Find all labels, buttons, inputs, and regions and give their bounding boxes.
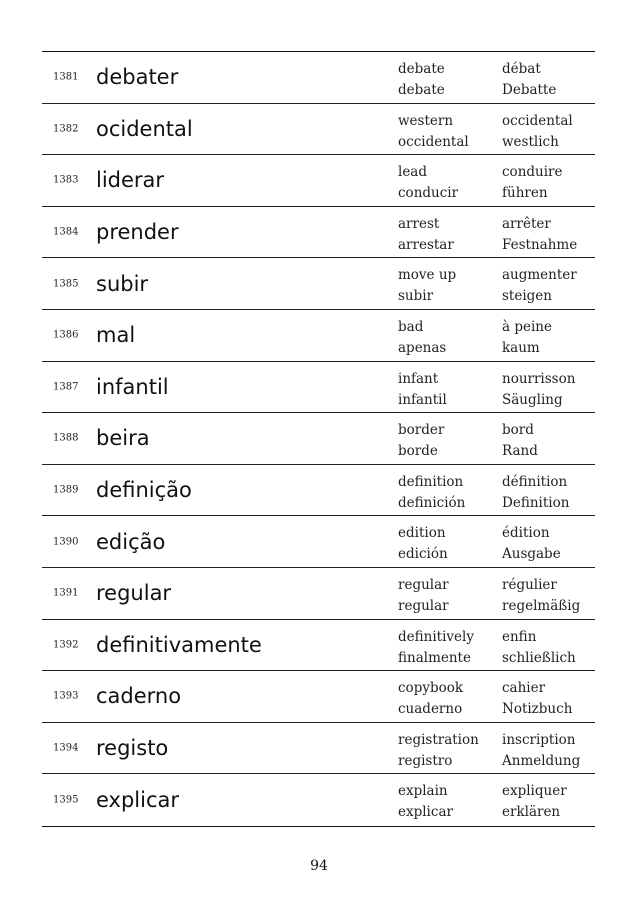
- german-translation: schließlich: [502, 649, 576, 666]
- translations-fr-de: [502, 420, 538, 462]
- spanish-translation: finalmente: [398, 649, 471, 666]
- spanish-translation: subir: [398, 288, 434, 305]
- translations-fr-de: [502, 678, 572, 720]
- page-number: 94: [310, 858, 328, 874]
- translations-fr-de: [502, 214, 577, 256]
- french-translation: cahier: [502, 680, 546, 697]
- translations-en-es: [398, 59, 445, 101]
- german-translation: regelmäßig: [502, 597, 581, 614]
- french-translation: définition: [502, 473, 568, 490]
- french-translation: augmenter: [502, 267, 577, 284]
- portuguese-word: debater: [96, 65, 179, 90]
- french-translation: enfin: [502, 628, 537, 645]
- english-translation: lead: [398, 164, 427, 181]
- english-translation: registration: [398, 731, 479, 748]
- spanish-translation: arrestar: [398, 236, 454, 253]
- german-translation: Festnahme: [502, 236, 578, 253]
- french-translation: bord: [502, 422, 534, 439]
- english-translation: explain: [398, 783, 448, 800]
- spanish-translation: cuaderno: [398, 701, 463, 718]
- entry-number: 1395: [53, 794, 79, 806]
- english-translation: move up: [398, 267, 457, 284]
- translations-fr-de: [502, 472, 569, 514]
- french-translation: occidental: [502, 112, 573, 129]
- table-row: [42, 774, 595, 826]
- entry-number: 1394: [53, 742, 79, 754]
- spanish-translation: debate: [398, 82, 445, 98]
- entry-number: 1382: [53, 123, 79, 135]
- entry-number: 1393: [53, 690, 79, 702]
- french-translation: nourrisson: [502, 370, 576, 387]
- translations-en-es: [398, 627, 474, 669]
- portuguese-word: definitivamente: [96, 632, 262, 657]
- portuguese-word: prender: [96, 220, 179, 245]
- german-translation: steigen: [502, 288, 552, 305]
- translations-en-es: [398, 472, 465, 514]
- french-translation: inscription: [502, 731, 576, 748]
- german-translation: erklären: [502, 804, 561, 821]
- table-row: [42, 620, 595, 672]
- german-translation: Definition: [502, 494, 570, 511]
- vocabulary-table: [42, 51, 595, 827]
- portuguese-word: explicar: [96, 788, 180, 813]
- translations-en-es: [398, 678, 463, 720]
- english-translation: infant: [398, 370, 439, 387]
- table-row: [42, 104, 595, 156]
- french-translation: conduire: [502, 164, 563, 181]
- spanish-translation: definición: [398, 494, 466, 511]
- german-translation: Rand: [502, 443, 538, 460]
- french-translation: débat: [502, 61, 541, 77]
- portuguese-word: mal: [96, 323, 136, 348]
- table-row: [42, 723, 595, 775]
- portuguese-word: liderar: [96, 168, 165, 193]
- table-row: [42, 671, 595, 723]
- english-translation: debate: [398, 61, 445, 77]
- german-translation: Debatte: [502, 82, 557, 98]
- entry-number: 1389: [53, 484, 79, 496]
- translations-en-es: [398, 162, 458, 204]
- french-translation: à peine: [502, 318, 552, 335]
- translations-en-es: [398, 575, 449, 617]
- spanish-translation: explicar: [398, 804, 453, 821]
- german-translation: Ausgabe: [502, 546, 561, 563]
- table-row: [42, 155, 595, 207]
- entry-number: 1391: [53, 587, 79, 599]
- translations-en-es: [398, 214, 454, 256]
- french-translation: expliquer: [502, 783, 567, 800]
- table-row: [42, 568, 595, 620]
- translations-en-es: [398, 420, 444, 462]
- translations-fr-de: [502, 575, 580, 617]
- translations-en-es: [398, 111, 469, 153]
- table-row: [42, 413, 595, 465]
- portuguese-word: ocidental: [96, 116, 193, 141]
- table-row: [42, 516, 595, 568]
- german-translation: führen: [502, 185, 548, 202]
- spanish-translation: edición: [398, 546, 448, 563]
- translations-en-es: [398, 523, 448, 565]
- portuguese-word: beira: [96, 426, 150, 451]
- english-translation: edition: [398, 525, 446, 542]
- entry-number: 1383: [53, 174, 79, 186]
- portuguese-word: definição: [96, 478, 192, 503]
- table-row: [42, 258, 595, 310]
- french-translation: arrêter: [502, 215, 551, 232]
- english-translation: arrest: [398, 215, 440, 232]
- portuguese-word: subir: [96, 271, 149, 296]
- spanish-translation: apenas: [398, 339, 447, 356]
- spanish-translation: borde: [398, 443, 438, 460]
- english-translation: regular: [398, 576, 449, 593]
- spanish-translation: registro: [398, 752, 453, 769]
- spanish-translation: regular: [398, 597, 449, 614]
- translations-en-es: [398, 265, 456, 307]
- translations-en-es: [398, 730, 479, 772]
- translations-fr-de: [502, 317, 552, 359]
- translations-en-es: [398, 317, 446, 359]
- spanish-translation: conducir: [398, 185, 459, 202]
- spanish-translation: occidental: [398, 133, 469, 150]
- entry-number: 1390: [53, 536, 79, 548]
- translations-fr-de: [502, 627, 576, 669]
- entry-number: 1388: [53, 432, 79, 444]
- portuguese-word: regular: [96, 581, 172, 606]
- entry-number: 1381: [53, 71, 79, 83]
- entry-number: 1385: [53, 278, 79, 290]
- translations-en-es: [398, 781, 453, 823]
- translations-fr-de: [502, 265, 577, 307]
- english-translation: border: [398, 422, 445, 439]
- table-row: [42, 310, 595, 362]
- spanish-translation: infantil: [398, 391, 447, 408]
- german-translation: Notizbuch: [502, 701, 573, 718]
- translations-fr-de: [502, 781, 567, 823]
- portuguese-word: edição: [96, 529, 166, 554]
- entry-number: 1392: [53, 639, 79, 651]
- english-translation: western: [398, 112, 454, 129]
- portuguese-word: infantil: [96, 374, 169, 399]
- translations-fr-de: [502, 730, 580, 772]
- table-row: [42, 362, 595, 414]
- entry-number: 1386: [53, 329, 79, 341]
- english-translation: definition: [398, 473, 464, 490]
- portuguese-word: registo: [96, 736, 169, 761]
- portuguese-word: caderno: [96, 684, 182, 709]
- english-translation: copybook: [398, 680, 464, 697]
- entry-number: 1387: [53, 381, 79, 393]
- german-translation: kaum: [502, 339, 540, 356]
- german-translation: Säugling: [502, 391, 563, 408]
- german-translation: westlich: [502, 133, 559, 150]
- translations-en-es: [398, 369, 447, 411]
- translations-fr-de: [502, 162, 562, 204]
- english-translation: bad: [398, 318, 424, 335]
- translations-fr-de: [502, 523, 561, 565]
- translations-fr-de: [502, 59, 556, 101]
- table-row: [42, 52, 595, 104]
- entry-number: 1384: [53, 226, 79, 238]
- german-translation: Anmeldung: [502, 752, 581, 769]
- english-translation: definitively: [398, 628, 474, 645]
- table-row: [42, 465, 595, 517]
- translations-fr-de: [502, 111, 573, 153]
- french-translation: régulier: [502, 576, 557, 593]
- translations-fr-de: [502, 369, 575, 411]
- french-translation: édition: [502, 525, 550, 542]
- table-row: [42, 207, 595, 259]
